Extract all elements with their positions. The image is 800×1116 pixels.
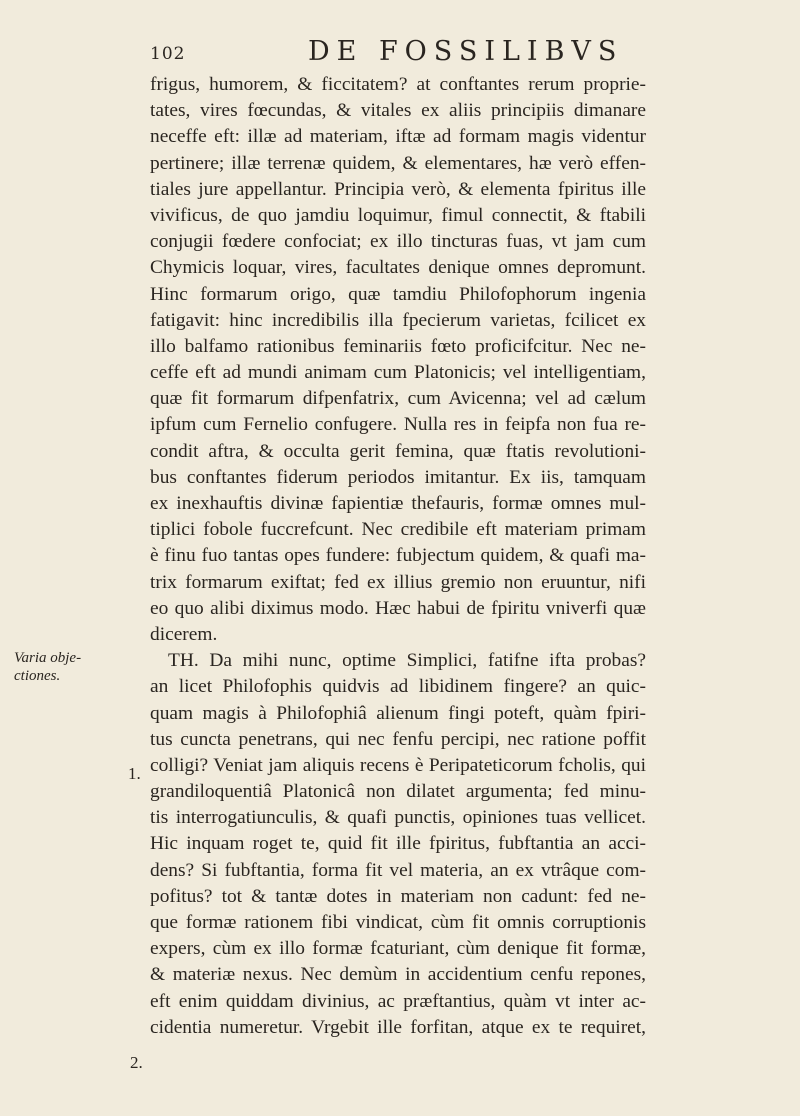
- text-line: colligi? Veniat jam aliquis recens è Peripateticorum fcholis, qui: [150, 754, 646, 776]
- text-line: condit aftra, & occulta gerit femina, quæ ftatis revolutioni-: [150, 440, 646, 462]
- text-line: & materiæ nexus. Nec demùm in accidentium cenfu repones,: [150, 964, 646, 986]
- text-line: an licet Philofophis quidvis ad libidinem fingere? an quic-: [150, 676, 646, 698]
- page-header: [150, 30, 630, 70]
- text-line: tates, vires fœcundas, & vitales ex aliis principiis dimanare: [150, 100, 646, 122]
- text-line: quam magis à Philofophiâ alienum fingi poteft, quàm fpiri-: [150, 702, 646, 724]
- text-line: grandiloquentiâ Platonicâ non dilatet argumenta; fed minu-: [150, 781, 646, 803]
- text-line: frigus, humorem, & ficcitatem? at conftantes rerum proprie-: [150, 74, 646, 95]
- text-line: neceffe eft: illæ ad materiam, iftæ ad formam magis videntur: [150, 126, 646, 148]
- text-line: eft enim quiddam divinius, ac præftantius, quàm vt inter ac-: [150, 990, 646, 1012]
- margin-note-objections-1: Varia obje-: [14, 650, 82, 666]
- margin-number-2: 2.: [130, 1053, 143, 1072]
- text-line: expers, cùm ex illo formæ fcaturiant, cùm denique fit formæ,: [150, 938, 646, 960]
- text-line: cidentia numeretur. Vrgebit ille forfitan, atque ex te requiret,: [150, 1016, 646, 1038]
- text-line: pofitus? tot & tantæ dotes in materiam non cadunt: fed ne-: [150, 885, 646, 907]
- text-line: ceffe eft ad mundi animam cum Platonicis; vel intelligentiam,: [150, 362, 646, 384]
- text-line: conjugii fœdere confociat; ex illo tincturas fuas, vt jam cum: [150, 231, 646, 253]
- text-line: eo quo alibi diximus modo. Hæc habui de fpiritu vniverfi quæ: [150, 597, 646, 619]
- text-line: tiplici fobole fuccrefcunt. Nec credibile eft materiam primam: [150, 519, 646, 541]
- text-line: ipfum cum Fernelio confugere. Nulla res in feipfa non fua re-: [150, 414, 646, 436]
- text-line: ex inexhauftis divinæ fapientiæ thefauris, formæ omnes mul-: [150, 493, 646, 514]
- page-number: 102: [150, 44, 186, 64]
- text-line: tiales jure appellantur. Principia verò, & elementa fpiritus ille: [150, 178, 646, 200]
- margin-note-objections-2: ctiones.: [14, 668, 61, 684]
- text-line: pertinere; illæ terrenæ quidem, & elementares, hæ verò effen-: [150, 152, 646, 174]
- running-head: DE FOSSILIBVS: [308, 36, 624, 67]
- text-line: quæ fit formarum difpenfatrix, cum Avicenna; vel ad cælum: [150, 388, 646, 410]
- body-text: [150, 72, 646, 1041]
- text-line: dens? Si fubftantia, forma fit vel materia, an ex vtrâque com-: [150, 859, 646, 881]
- text-line: que formæ rationem fibi vindicat, cùm fit omnis corruptionis: [150, 912, 646, 933]
- text-line: fatigavit: hinc incredibilis illa fpecierum varietas, fcilicet ex: [150, 309, 646, 331]
- text-line: Hinc formarum origo, quæ tamdiu Philofophorum ingenia: [150, 283, 646, 305]
- text-line: Chymicis loquar, vires, facultates denique omnes depromunt.: [150, 257, 646, 279]
- text-line: trix formarum exiftat; fed ex illius gremio non eruuntur, nifi: [150, 571, 646, 593]
- text-line: tus cuncta penetrans, qui nec fenfu percipi, nec ratione poffit: [150, 728, 646, 750]
- speaker-line: TH. Da mihi nunc, optime Simplici, fatifne ifta probas?: [168, 650, 646, 672]
- text-line: dicerem.: [150, 623, 218, 645]
- text-line: tis interrogatiunculis, & quafi punctis, opiniones tuas vellicet.: [150, 807, 646, 829]
- text-line: illo balfamo rationibus feminariis fœto proficifcitur. Nec ne-: [150, 335, 646, 357]
- text-line: bus conftantes fiderum periodos imitantur. Ex iis, tamquam: [150, 466, 646, 488]
- margin-notes: [0, 0, 150, 1116]
- text-line: è finu fuo tantas opes fundere: fubjectum quidem, & quafi ma-: [150, 545, 646, 567]
- text-line: Hic inquam roget te, quid fit ille fpiritus, fubftantia an acci-: [150, 833, 646, 855]
- text-line: vivificus, de quo jamdiu loquimur, fimul connectit, & ftabili: [150, 204, 646, 226]
- margin-number-1: 1.: [128, 764, 141, 783]
